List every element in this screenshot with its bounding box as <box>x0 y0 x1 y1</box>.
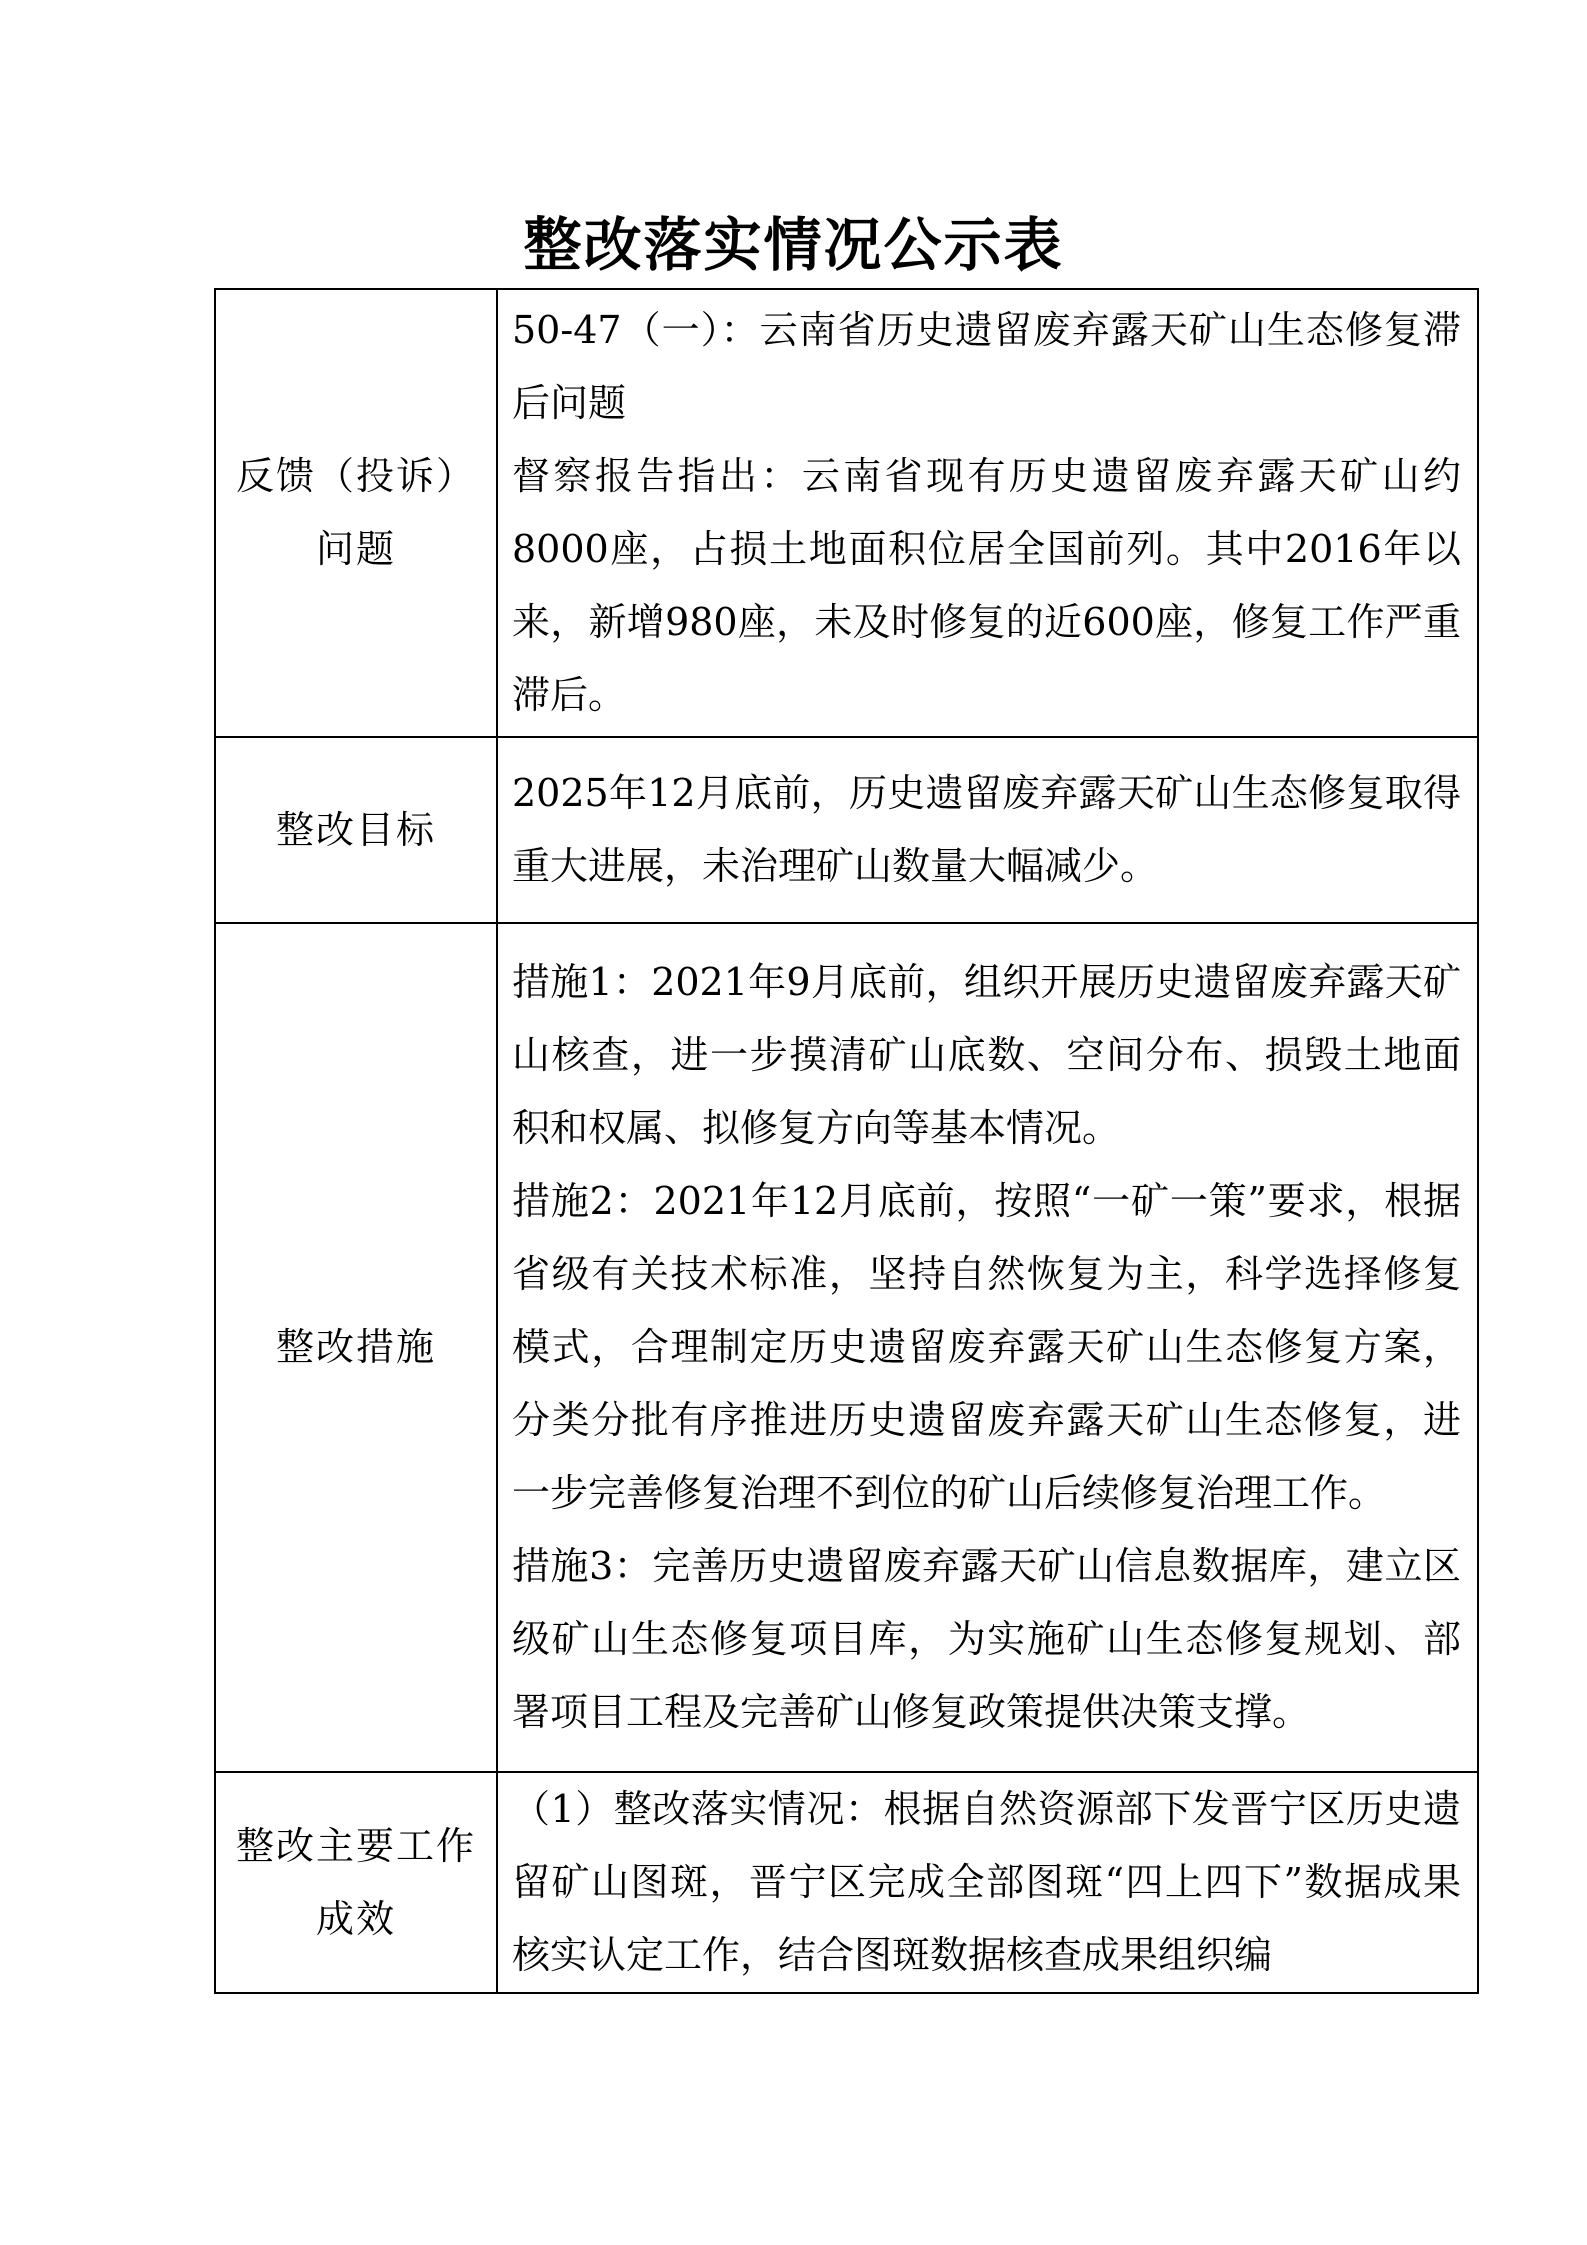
notice-table <box>214 288 1479 1994</box>
paragraph: 50-47（一）：云南省历史遗留废弃露天矿山生态修复滞后问题 <box>512 308 1461 425</box>
row-label-target: 整改目标 <box>215 737 497 923</box>
table-row-target <box>215 737 1478 923</box>
paragraph: 措施3：完善历史遗留废弃露天矿山信息数据库，建立区级矿山生态修复项目库，为实施矿山生态修复规划、部署项目工程及完善矿山修复政策提供决策支撑。 <box>512 1544 1461 1734</box>
row-content-target <box>497 737 1478 923</box>
row-content-results <box>497 1772 1478 1993</box>
row-label-feedback: 反馈（投诉）问题 <box>215 289 497 737</box>
row-label-measures: 整改措施 <box>215 923 497 1772</box>
table-row-results <box>215 1772 1478 1993</box>
row-label-results: 整改主要工作成效 <box>215 1772 497 1993</box>
paragraph: 2025年12月底前，历史遗留废弃露天矿山生态修复取得重大进展，未治理矿山数量大幅减少。 <box>512 771 1461 888</box>
paragraph: 措施1：2021年9月底前，组织开展历史遗留废弃露天矿山核查，进一步摸清矿山底数、空间分布、损毁土地面积和权属、拟修复方向等基本情况。 <box>512 960 1461 1150</box>
row-content-feedback <box>497 289 1478 737</box>
paragraph: 督察报告指出：云南省现有历史遗留废弃露天矿山约8000座，占损土地面积位居全国前列。其中2016年以来，新增980座，未及时修复的近600座，修复工作严重滞后。 <box>512 454 1461 717</box>
paragraph: （1）整改落实情况：根据自然资源部下发晋宁区历史遗留矿山图斑，晋宁区完成全部图斑“四上四下”数据成果核实认定工作，结合图斑数据核查成果组织编 <box>512 1787 1461 1977</box>
row-content-measures <box>497 923 1478 1772</box>
table-row-measures <box>215 923 1478 1772</box>
table-row-feedback <box>215 289 1478 737</box>
paragraph: 措施2：2021年12月底前，按照“一矿一策”要求，根据省级有关技术标准，坚持自然恢复为主，科学选择修复模式，合理制定历史遗留废弃露天矿山生态修复方案，分类分批有序推进历史遗留废弃露天矿山生态修复，进一步完善修复治理不到位的矿山后续修复治理工作。 <box>512 1179 1461 1515</box>
page-title: 整改落实情况公示表 <box>523 211 1064 279</box>
